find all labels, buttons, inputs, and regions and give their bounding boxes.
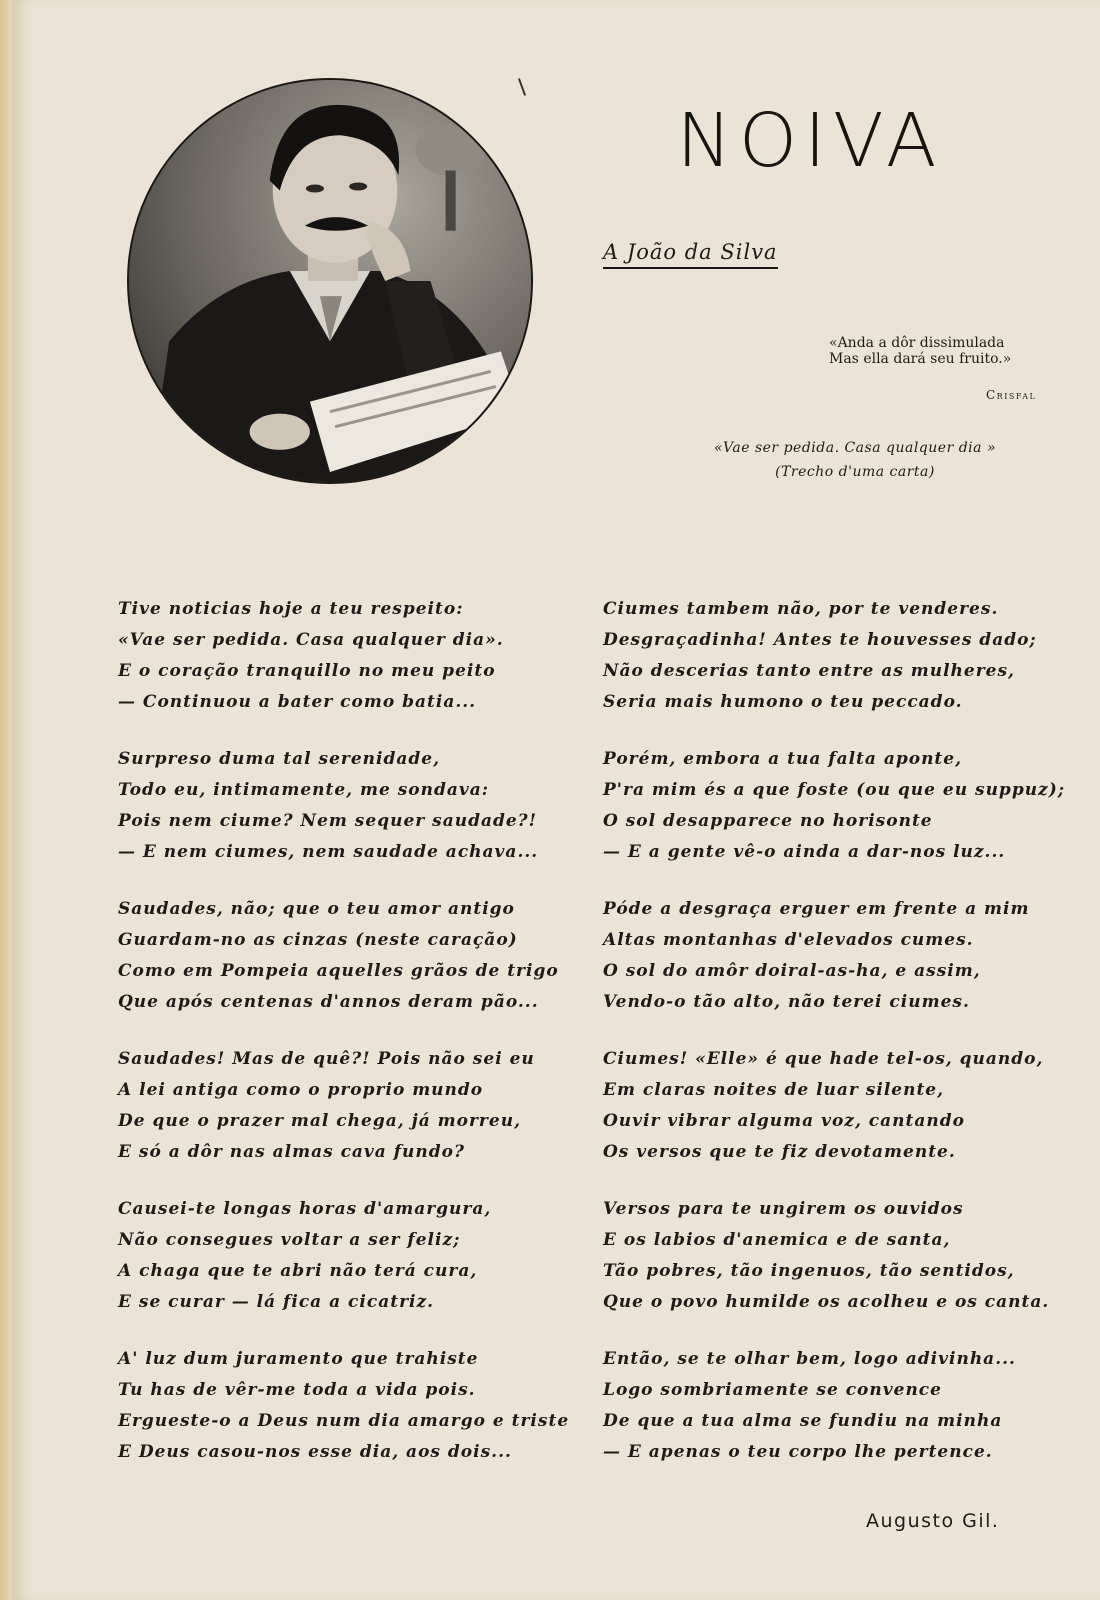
stanza <box>603 744 1073 868</box>
dedication: A João da Silva <box>603 240 778 269</box>
verse: Versos para te ungirem os ouvidos <box>603 1199 964 1219</box>
stanza <box>118 894 588 1018</box>
poem-column-left <box>118 594 588 1494</box>
verse: — E nem ciumes, nem saudade achava... <box>118 842 539 862</box>
verse: Ciumes tambem não, por te venderes. <box>603 599 999 619</box>
verse: E só a dôr nas almas cava fundo? <box>118 1142 465 1162</box>
verse: De que a tua alma se fundiu na minha <box>603 1411 1003 1431</box>
verse: Em claras noites de luar silente, <box>603 1080 945 1100</box>
verse: Os versos que te fiz devotamente. <box>603 1142 956 1162</box>
stanza <box>118 744 588 868</box>
verse: — E apenas o teu corpo lhe pertence. <box>603 1442 993 1462</box>
stanza <box>118 1044 588 1168</box>
stanza <box>603 1194 1073 1318</box>
verse: E os labios d'anemica e de santa, <box>603 1230 951 1250</box>
stanza <box>603 894 1073 1018</box>
epigraph-author: Crisfal <box>986 388 1037 402</box>
verse: «Vae ser pedida. Casa qualquer dia». <box>118 630 504 650</box>
verse: Seria mais humono o teu peccado. <box>603 692 963 712</box>
verse: — Continuou a bater como batia... <box>118 692 477 712</box>
verse: Altas montanhas d'elevados cumes. <box>603 930 974 950</box>
verse: P'ra mim és a que foste (ou que eu suppuz); <box>603 780 1066 800</box>
verse: Pois nem ciume? Nem sequer saudade?! <box>118 811 538 831</box>
verse: Saudades! Mas de quê?! Pois não sei eu <box>118 1049 535 1069</box>
verse: Como em Pompeia aquelles grãos de trigo <box>118 961 559 981</box>
verse: Surpreso duma tal serenidade, <box>118 749 440 769</box>
verse: Tive noticias hoje a teu respeito: <box>118 599 464 619</box>
verse: Desgraçadinha! Antes te houvesses dado; <box>603 630 1037 650</box>
verse: E o coração tranquillo no meu peito <box>118 661 496 681</box>
epigraph <box>829 335 1049 367</box>
stanza <box>603 594 1073 718</box>
verse: O sol do amôr doiral-as-ha, e assim, <box>603 961 981 981</box>
author-signature: Augusto Gil. <box>866 1510 1000 1532</box>
poem-column-right <box>603 594 1073 1494</box>
stanza <box>118 594 588 718</box>
verse: Todo eu, intimamente, me sondava: <box>118 780 490 800</box>
verse: Tu has de vêr-me toda a vida pois. <box>118 1380 476 1400</box>
verse: Guardam-no as cinzas (neste caração) <box>118 930 518 950</box>
letter-quote-source: (Trecho d'uma carta) <box>775 464 935 480</box>
verse: Então, se te olhar bem, logo adivinha... <box>603 1349 1016 1369</box>
verse: Tão pobres, tão ingenuos, tão sentidos, <box>603 1261 1015 1281</box>
verse: Causei-te longas horas d'amargura, <box>118 1199 492 1219</box>
verse: Não consegues voltar a ser feliz; <box>118 1230 461 1250</box>
verse: Saudades, não; que o teu amor antigo <box>118 899 515 919</box>
verse: A' luz dum juramento que trahiste <box>118 1349 479 1369</box>
verse: Ciumes! «Elle» é que hade tel-os, quando, <box>603 1049 1044 1069</box>
verse: Logo sombriamente se convence <box>603 1380 942 1400</box>
stanza <box>118 1344 588 1468</box>
verse: E Deus casou-nos esse dia, aos dois... <box>118 1442 512 1462</box>
verse: Ergueste-o a Deus num dia amargo e triste <box>118 1411 570 1431</box>
verse: Póde a desgraça erguer em frente a mim <box>603 899 1030 919</box>
epigraph-line: «Anda a dôr dissimulada <box>829 335 1005 351</box>
letter-quote <box>695 436 1015 484</box>
verse: A chaga que te abri não terá cura, <box>118 1261 478 1281</box>
stanza <box>603 1044 1073 1168</box>
verse: E se curar — lá fica a cicatriz. <box>118 1292 435 1312</box>
verse: Ouvir vibrar alguma voz, cantando <box>603 1111 965 1131</box>
verse: Vendo-o tão alto, não terei ciumes. <box>603 992 970 1012</box>
verse: De que o prazer mal chega, já morreu, <box>118 1111 521 1131</box>
verse: O sol desapparece no horisonte <box>603 811 933 831</box>
verse: — E a gente vê-o ainda a dar-nos luz... <box>603 842 1006 862</box>
verse: Porém, embora a tua falta aponte, <box>603 749 963 769</box>
stanza <box>118 1194 588 1318</box>
verse: Que o povo humilde os acolheu e os canta. <box>603 1292 1050 1312</box>
epigraph-line: Mas ella dará seu fruito.» <box>829 351 1012 367</box>
author-portrait-photo <box>127 78 533 484</box>
poem-title: NOIVA <box>676 98 944 184</box>
verse: Que após centenas d'annos deram pão... <box>118 992 539 1012</box>
verse: A lei antiga como o proprio mundo <box>118 1080 484 1100</box>
verse: Não descerias tanto entre as mulheres, <box>603 661 1015 681</box>
letter-quote-text: «Vae ser pedida. Casa qualquer dia » <box>713 440 997 456</box>
stanza <box>603 1344 1073 1468</box>
